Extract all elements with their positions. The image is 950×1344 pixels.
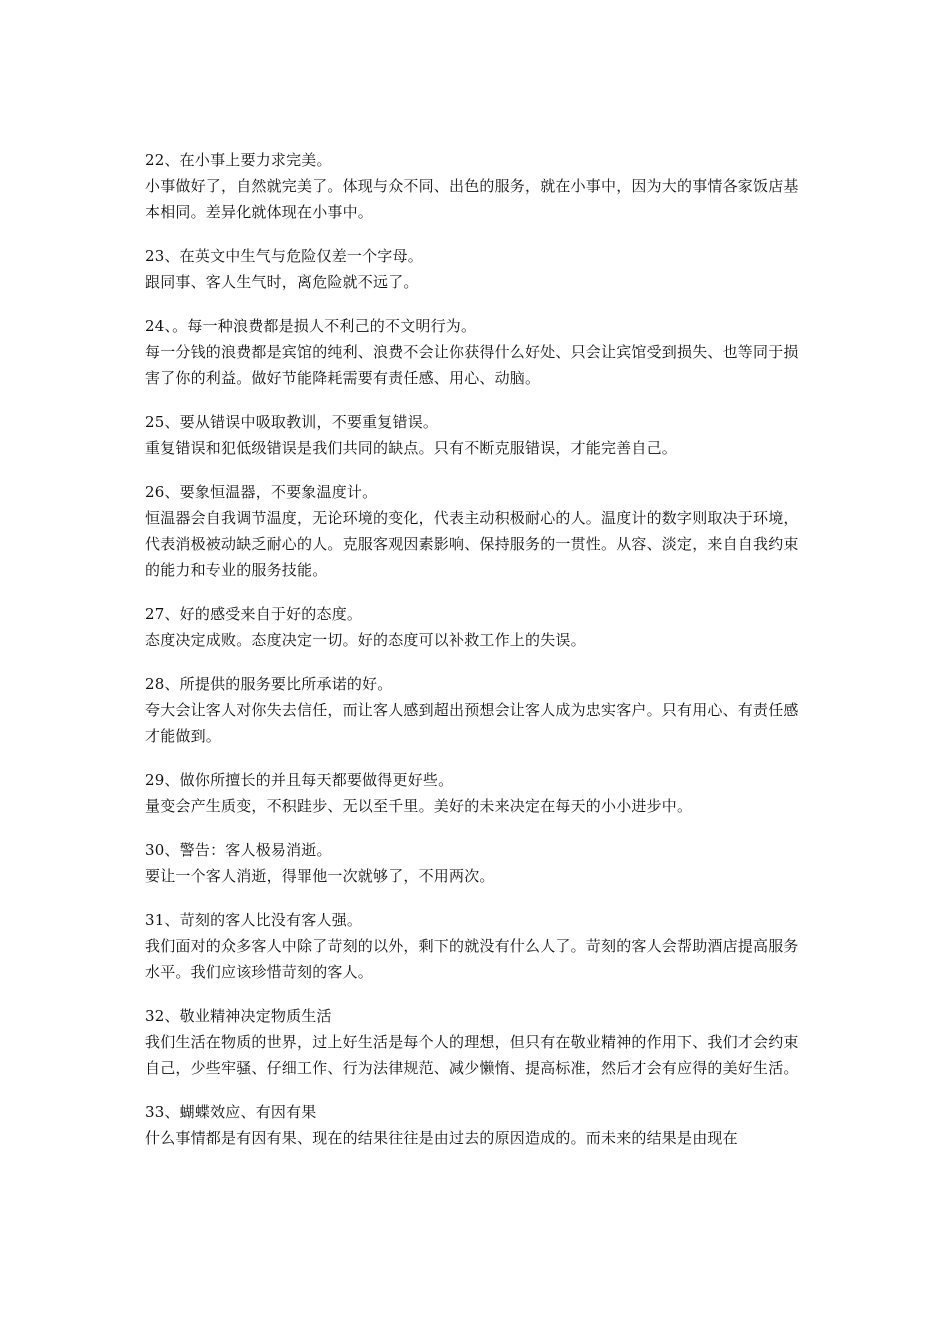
item-title: 32、敬业精神决定物质生活 — [145, 1007, 332, 1025]
item-body: 跟同事、客人生气时，离危险就不远了。 — [145, 273, 419, 291]
item-body: 什么事情都是有因有果、现在的结果往往是由过去的原因造成的。而未来的结果是由现在 — [145, 1129, 738, 1147]
item-body: 量变会产生质变，不积跬步、无以至千里。美好的未来决定在每天的小小进步中。 — [145, 797, 693, 815]
item-title: 26、要象恒温器，不要象温度计。 — [145, 483, 378, 501]
list-item — [145, 1099, 810, 1151]
item-title: 31、苛刻的客人比没有客人强。 — [145, 911, 363, 929]
list-item — [145, 671, 810, 749]
item-body: 我们面对的众多客人中除了苛刻的以外，剩下的就没有什么人了。苛刻的客人会帮助酒店提高服务水平。我们应该珍惜苛刻的客人。 — [145, 937, 799, 981]
item-body: 小事做好了，自然就完美了。体现与众不同、出色的服务，就在小事中，因为大的事情各家饭店基本相同。差异化就体现在小事中。 — [145, 177, 799, 221]
list-item — [145, 409, 810, 461]
item-body: 重复错误和犯低级错误是我们共同的缺点。只有不断克服错误，才能完善自己。 — [145, 439, 678, 457]
item-body: 态度决定成败。态度决定一切。好的态度可以补救工作上的失误。 — [145, 631, 586, 649]
item-title: 25、要从错误中吸取教训，不要重复错误。 — [145, 413, 439, 431]
list-item — [145, 907, 810, 985]
item-title: 29、做你所擅长的并且每天都要做得更好些。 — [145, 771, 454, 789]
item-body: 夸大会让客人对你失去信任，而让客人感到超出预想会让客人成为忠实客户。只有用心、有责任感才能做到。 — [145, 701, 799, 745]
list-item — [145, 479, 810, 583]
item-title: 23、在英文中生气与危险仅差一个字母。 — [145, 247, 423, 265]
list-item — [145, 837, 810, 889]
item-body: 恒温器会自我调节温度，无论环境的变化，代表主动积极耐心的人。温度计的数字则取决于环境，代表消极被动缺乏耐心的人。克服客观因素影响、保持服务的一贯性。从容、淡定，来自自我约束的能力和专业的服务技能。 — [145, 509, 799, 579]
item-title: 33、蝴蝶效应、有因有果 — [145, 1103, 317, 1121]
list-item — [145, 601, 810, 653]
list-item — [145, 147, 810, 225]
document-body — [145, 147, 810, 1169]
item-title: 22、在小事上要力求完美。 — [145, 151, 332, 169]
list-item — [145, 1003, 810, 1081]
item-body: 我们生活在物质的世界，过上好生活是每个人的理想，但只有在敬业精神的作用下、我们才会约束自己，少些牢骚、仔细工作、行为法律规范、减少懒惰、提高标准，然后才会有应得的美好生活。 — [145, 1033, 799, 1077]
item-body: 要让一个客人消逝，得罪他一次就够了，不用两次。 — [145, 867, 495, 885]
item-title: 27、好的感受来自于好的态度。 — [145, 605, 363, 623]
item-title: 24、。每一种浪费都是损人不利己的不文明行为。 — [145, 317, 477, 335]
list-item — [145, 243, 810, 295]
item-body: 每一分钱的浪费都是宾馆的纯利、浪费不会让你获得什么好处、只会让宾馆受到损失、也等同于损害了你的利益。做好节能降耗需要有责任感、用心、动脑。 — [145, 343, 799, 387]
item-title: 30、警告：客人极易消逝。 — [145, 841, 332, 859]
list-item — [145, 767, 810, 819]
item-title: 28、所提供的服务要比所承诺的好。 — [145, 675, 393, 693]
list-item — [145, 313, 810, 391]
